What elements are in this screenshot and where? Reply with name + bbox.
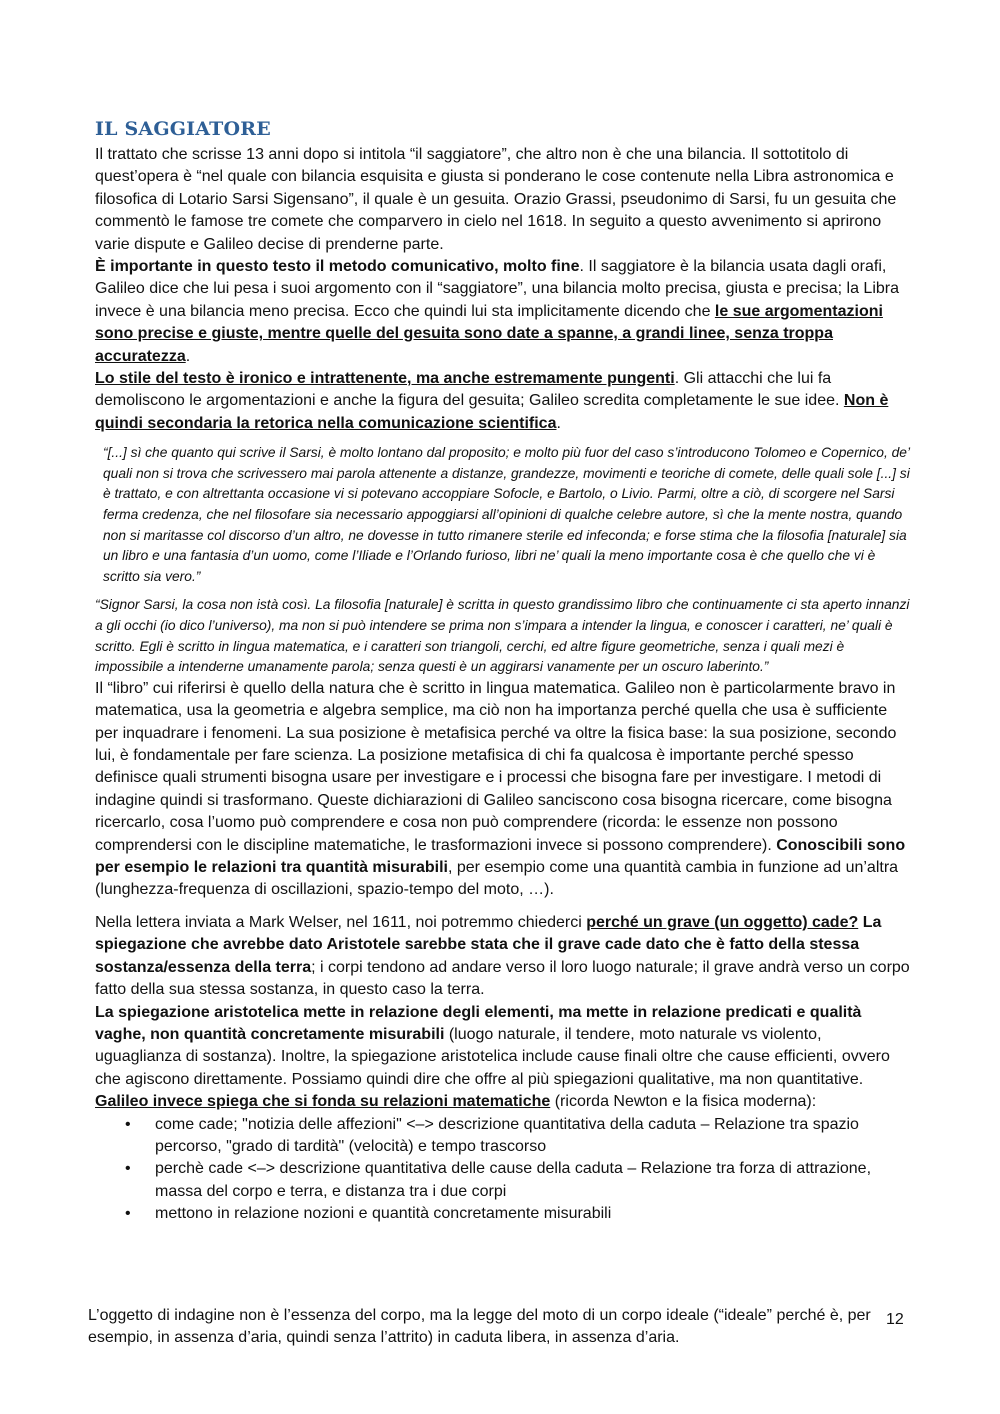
bullet-icon: • xyxy=(125,1205,131,1223)
body-text: (ricorda Newton e la fisica moderna): xyxy=(550,1093,817,1111)
section-title: IL SAGGIATORE xyxy=(95,118,271,140)
underlined-bold-text: Galileo invece spiega che si fonda su relazioni matematiche xyxy=(95,1093,551,1111)
bold-text: Conoscibili sono per esempio le relazioni tra quantità misurabili xyxy=(95,836,906,877)
quote-sarsi: “Signor Sarsi, la cosa non istà così. La filosofia [naturale] è scritta in questo grandissimo libro che continuamente ci sta aperto innanzi a gli occhi (io dico l’universo), ma non si può intendere se prima non s’impara a intender la lingua, e conoscer i caratteri, ne’ quali è scritto. Egli è scritto in lingua matematica, e i caratteri son triangoli, cerchi, ed altre figure geometriche, senza i quali mezi è impossibile a intenderne umanamente parola; senza questi è un aggirarsi vanamente per un oscuro laberinto.” xyxy=(95,597,910,675)
body-text: . Gli attacchi che lui fa demoliscono le argomentazioni e anche la figura del gesuita; Galileo scredita completamente le sue idee. xyxy=(95,370,844,410)
paragraph-welser xyxy=(95,912,910,1002)
bold-text: È importante in questo testo il metodo comunicativo, molto fine xyxy=(95,258,580,276)
paragraph-aristotle xyxy=(95,1002,910,1092)
list-item xyxy=(95,1203,910,1225)
list-item xyxy=(95,1158,910,1203)
body-text: ; i corpi tendono ad andare verso il loro luogo naturale; il grave andrà verso un corpo fatto della sua stessa sostanza, in questo caso la terra. xyxy=(95,958,910,999)
underlined-bold-text: Lo stile del testo è ironico e intrattenente, ma anche estremamente pungenti xyxy=(95,370,675,388)
list-item xyxy=(95,1114,910,1159)
paragraph-conclusion: L’oggetto di indagine non è l’essenza del corpo, ma la legge del moto di un corpo ideale (“ideale” perché è, per esempio, in assenza d’aria, quindi senza l’attrito) in caduta libera, in assenza d’aria. xyxy=(88,1307,871,1347)
body-text: . Il saggiatore è la bilancia usata dagli orafi, Galileo dice che lui pesa i suoi argomento con il “saggiatore”, una bilancia molto precisa, giusta e precisa; la Libra invece è una bilancia meno precisa. Ecco che quindi lui sta implicitamente dicendo che xyxy=(95,258,899,320)
paragraph-method xyxy=(95,256,910,368)
body-text: . xyxy=(556,414,561,432)
bold-text: La spiegazione che avrebbe dato Aristotele sarebbe stata che il grave cade dato che è fatto della stessa sostanza/essenza della terra xyxy=(95,913,882,976)
bullet-icon: • xyxy=(125,1160,131,1178)
bullet-icon: • xyxy=(125,1115,131,1133)
body-text: , per esempio come una quantità cambia in funzione ad un’altra (lunghezza-frequenza di oscillazioni, spazio-tempo del moto, …). xyxy=(95,859,899,899)
body-text: Nella lettera inviata a Mark Welser, nel 1611, noi potremmo chiederci xyxy=(95,913,587,931)
bold-text: La spiegazione aristotelica mette in relazione degli elementi, ma mette in relazione predicati e qualità vaghe, non quantità concretamente misurabili xyxy=(95,1003,862,1043)
body-text: . xyxy=(185,347,191,365)
bullet-list xyxy=(95,1114,910,1226)
paragraph-style xyxy=(95,368,910,435)
list-item-text: mettono in relazione nozioni e quantità concretamente misurabili xyxy=(155,1205,612,1223)
paragraph-intro: Il trattato che scrisse 13 anni dopo si intitola “il saggiatore”, che altro non è che una bilancia. Il sottotitolo di quest’opera è “nel quale con bilancia esquisita e giusta si ponderano le cose contenute nella Libra astronomica e filosofica di Lotario Sarsi Sigensano”, il quale è un gesuita. Orazio Grassi, pseudonimo di Sarsi, fu un gesuita che commentò le famose tre comete che comparvero in cielo nel 1618. In seguito a questo avvenimento si aprirono varie dispute e Galileo decise di prenderne parte. xyxy=(95,146,897,253)
paragraph-galileo xyxy=(95,1091,910,1113)
underlined-bold-text: perché un grave (un oggetto) cade? xyxy=(586,913,859,931)
paragraph-libro xyxy=(95,678,910,902)
list-item-text: come cade; "notizia delle affezioni" <–> descrizione quantitativa della caduta – Relazione tra spazio percorso, "grado di tardità" (velocità) e tempo trascorso xyxy=(155,1115,859,1155)
list-item-text: perchè cade <–> descrizione quantitativa delle cause della caduta – Relazione tra forza di attrazione, massa del corpo e terra, e distanza tra i due corpi xyxy=(155,1160,872,1200)
page-content xyxy=(95,118,910,1226)
body-text: Il “libro” cui riferirsi è quello della natura che è scritto in lingua matematica. Galileo non è particolarmente bravo in matematica, usa la geometria e algebra semplice, ma ciò non ha importanza perché quella che usa è sufficiente per inquadrare i fenomeni. La sua posizione è metafisica perché va oltre la fisica base: la sua posizione, secondo lui, è fondamentale per fare scienza. La posizione metafisica di chi fa qualcosa è importante perché spesso definisce quali strumenti bisogna usare per investigare e i processi che bisogna fare per investigare. I metodi di indagine quindi si trasformano. Queste dichiarazioni di Galileo sanciscono cosa bisogna ricercare, come bisogna ricercarlo, cosa l’uomo può comprendere e cosa non può comprendere (ricorda: le essenze non possono comprendersi con le discipline matematiche, le trasformazioni invece si possono comprendere). xyxy=(95,679,897,854)
underlined-bold-text: le sue argomentazioni sono precise e giuste, mentre quelle del gesuita sono date a spanne, a grandi linee, senza troppa accuratezza xyxy=(95,302,883,365)
underlined-bold-text: Non è quindi secondaria la retorica nella comunicazione scientifica xyxy=(95,392,889,432)
body-text: (luogo naturale, il tendere, moto naturale vs violento, uguaglianza di sostanza). Inoltre, la spiegazione aristotelica include cause finali oltre che cause efficienti, ovvero che agiscono direttamente. Possiamo quindi dire che offre al più spiegazioni qualitative, ma non quantitative. xyxy=(95,1025,890,1088)
page-number: 12 xyxy=(886,1311,904,1328)
quote-tolomeo: “[...] sì che quanto qui scrive il Sarsi, è molto lontano dal proposito; e molto più fuor del caso s’introducono Tolomeo e Copernico, de’ quali non si trova che scrivessero mai parola attenente a distanze, grandezze, movimenti e teoriche di comete, delle quali sole [...] si è trattato, e con altrettanta occasione vi si potevano accoppiare Sofocle, e Bartolo, o Livio. Parmi, oltre a ciò, di scorgere nel Sarsi ferma credenza, che nel filosofare sia necessario appoggiarsi all’opinioni di qualche celebre autore, sì che la mente nostra, quando non si maritasse col discorso d’un altro, ne dovesse in tutto rimanere sterile ed infeconda; e forse stima che la filosofia [naturale] sia un libro e una fantasia d’un uomo, come l’Iliade e l’Orlando furioso, libri ne’ quali la meno importante cosa è che quello che vi è scritto sia vero.” xyxy=(103,445,910,584)
